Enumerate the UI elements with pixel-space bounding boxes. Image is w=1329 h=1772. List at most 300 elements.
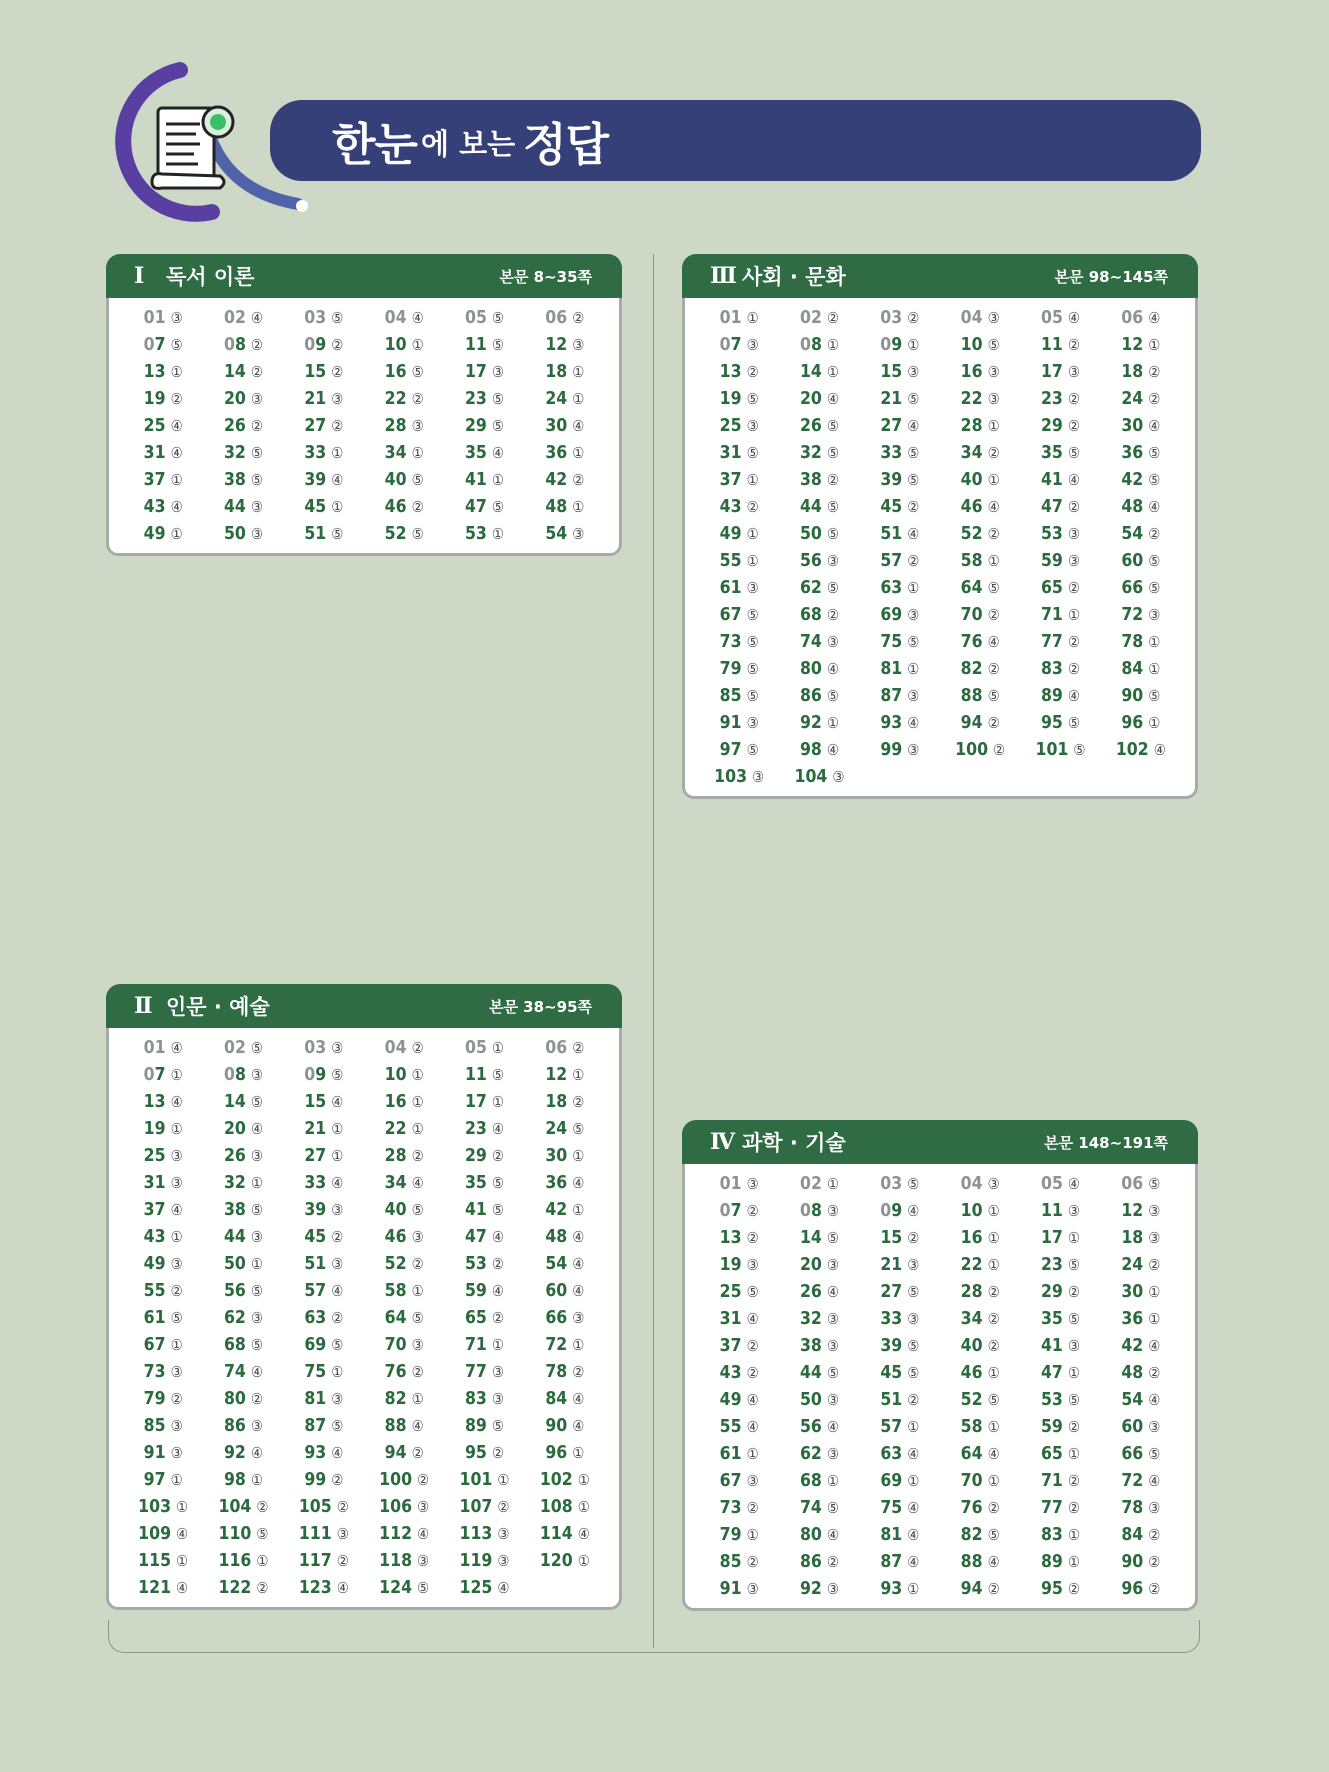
- question-number: 13: [143, 361, 166, 382]
- question-number: 74: [223, 1361, 246, 1382]
- question-number: 01: [719, 307, 742, 328]
- answer-item: [699, 1332, 779, 1359]
- answer-choice: ③: [572, 1308, 585, 1327]
- answer-choice: ⑤: [826, 1228, 839, 1247]
- answer-choice: ①: [170, 1335, 183, 1354]
- answer-item: [940, 1440, 1020, 1467]
- answer-choice: ②: [411, 1038, 424, 1057]
- answer-choice: ②: [746, 1363, 759, 1382]
- answer-item: [779, 520, 859, 547]
- question-number: 35: [464, 1172, 487, 1193]
- question-number: 85: [719, 685, 742, 706]
- answer-item: [444, 331, 524, 358]
- answer-item: [123, 304, 203, 331]
- answer-item: [123, 1412, 203, 1439]
- answer-choice: ⑤: [907, 1336, 920, 1355]
- answer-item: [1020, 1197, 1100, 1224]
- answer-item: [444, 1115, 524, 1142]
- section-humanities-arts: [106, 984, 622, 1610]
- answer-choice: ④: [1148, 416, 1161, 435]
- answer-item: [444, 1574, 524, 1601]
- answer-choice: ④: [170, 416, 183, 435]
- answer-item: [1020, 1440, 1100, 1467]
- answer-item: [860, 412, 940, 439]
- answer-choice: ②: [331, 416, 344, 435]
- answer-choice: ④: [170, 1092, 183, 1111]
- question-number: 72: [545, 1334, 568, 1355]
- question-number: 28: [384, 1145, 407, 1166]
- answer-item: [779, 1494, 859, 1521]
- question-number: 09: [304, 1064, 327, 1085]
- answer-choice: ⑤: [250, 1281, 263, 1300]
- answer-choice: ①: [987, 416, 1000, 435]
- question-number: 35: [1040, 1308, 1063, 1329]
- answer-item: [203, 1223, 283, 1250]
- answer-item: [444, 439, 524, 466]
- question-number: 81: [880, 1524, 903, 1545]
- answer-item: [860, 1521, 940, 1548]
- question-number: 77: [1040, 631, 1063, 652]
- question-number: 47: [1040, 496, 1063, 517]
- answer-item: [525, 1223, 605, 1250]
- question-number: 39: [304, 469, 327, 490]
- question-number: 05: [464, 307, 487, 328]
- question-number: 48: [545, 496, 568, 517]
- answer-item: [860, 1251, 940, 1278]
- answer-choice: ④: [987, 1444, 1000, 1463]
- question-number: 52: [960, 523, 983, 544]
- answer-item: [940, 304, 1020, 331]
- answer-item: [123, 1223, 203, 1250]
- question-number: 37: [719, 1335, 742, 1356]
- question-number: 19: [143, 1118, 166, 1139]
- answer-choice: ③: [987, 1174, 1000, 1193]
- question-number: 40: [384, 469, 407, 490]
- question-number: 112: [379, 1523, 413, 1544]
- answer-item: [699, 1467, 779, 1494]
- question-number: 61: [719, 1443, 742, 1464]
- question-number: 71: [1040, 1470, 1063, 1491]
- answer-choice: ⑤: [1067, 443, 1080, 462]
- answer-item: [284, 385, 364, 412]
- question-number: 81: [304, 1388, 327, 1409]
- answer-item: [123, 1034, 203, 1061]
- answer-item: [444, 1142, 524, 1169]
- answer-item: [1020, 304, 1100, 331]
- question-number: 94: [384, 1442, 407, 1463]
- answer-item: [203, 304, 283, 331]
- answer-choice: ④: [491, 1227, 504, 1246]
- answer-choice: ④: [572, 1254, 585, 1273]
- answer-item: [940, 1224, 1020, 1251]
- answer-choice: ④: [987, 1552, 1000, 1571]
- question-number: 110: [218, 1523, 252, 1544]
- answer-item: [1020, 1251, 1100, 1278]
- answer-item: [203, 1061, 283, 1088]
- question-number: 60: [1121, 550, 1144, 571]
- answer-choice: ⑤: [1067, 1390, 1080, 1409]
- answer-item: [779, 1170, 859, 1197]
- answer-choice: ①: [1067, 1444, 1080, 1463]
- question-number: 45: [304, 496, 327, 517]
- answer-choice: ①: [176, 1551, 189, 1570]
- question-number: 16: [384, 1091, 407, 1112]
- answer-item: [1101, 358, 1181, 385]
- question-number: 123: [298, 1577, 332, 1598]
- question-number: 25: [143, 1145, 166, 1166]
- question-number: 87: [880, 685, 903, 706]
- answer-item: [940, 682, 1020, 709]
- answer-choice: ③: [826, 1444, 839, 1463]
- question-number: 65: [464, 1307, 487, 1328]
- question-number: 60: [545, 1280, 568, 1301]
- answer-item: [444, 1412, 524, 1439]
- answer-item: [779, 412, 859, 439]
- answer-item: [444, 1088, 524, 1115]
- answer-choice: ⑤: [1148, 578, 1161, 597]
- question-number: 26: [223, 415, 246, 436]
- answer-item: [364, 466, 444, 493]
- answer-choice: ③: [250, 1146, 263, 1165]
- answer-choice: ①: [572, 1146, 585, 1165]
- answer-item: [779, 1548, 859, 1575]
- answer-choice: ②: [1067, 578, 1080, 597]
- question-number: 32: [799, 442, 822, 463]
- answer-choice: ④: [826, 659, 839, 678]
- question-number: 63: [880, 1443, 903, 1464]
- answer-choice: ③: [572, 524, 585, 543]
- answer-choice: ⑤: [907, 443, 920, 462]
- answer-choice: ①: [577, 1551, 590, 1570]
- question-number: 39: [880, 469, 903, 490]
- answer-choice: ①: [746, 470, 759, 489]
- answer-item: [123, 331, 203, 358]
- answer-choice: ③: [987, 308, 1000, 327]
- answer-item: [940, 1359, 1020, 1386]
- answer-choice: ①: [411, 1119, 424, 1138]
- answer-choice: ①: [987, 551, 1000, 570]
- answer-choice: ④: [336, 1578, 349, 1597]
- question-number: 16: [960, 361, 983, 382]
- answer-item: [940, 439, 1020, 466]
- answer-item: [364, 1115, 444, 1142]
- question-number: 79: [719, 658, 742, 679]
- question-number: 26: [799, 415, 822, 436]
- answer-item: [860, 1575, 940, 1602]
- question-number: 45: [880, 1362, 903, 1383]
- answer-choice: ②: [826, 308, 840, 327]
- question-number: 77: [464, 1361, 487, 1382]
- answer-item: [779, 1278, 859, 1305]
- answer-item: [940, 601, 1020, 628]
- answer-choice: ②: [987, 1498, 1000, 1517]
- answer-item: [525, 304, 605, 331]
- answer-choice: ①: [907, 578, 920, 597]
- answer-item: [779, 682, 859, 709]
- answer-item: [203, 1439, 283, 1466]
- answer-choice: ③: [746, 1579, 759, 1598]
- question-number: 71: [464, 1334, 487, 1355]
- answer-choice: ①: [987, 1417, 1000, 1436]
- question-number: 116: [218, 1550, 252, 1571]
- answer-item: [364, 1169, 444, 1196]
- answer-choice: ④: [826, 740, 839, 759]
- question-number: 21: [304, 1118, 327, 1139]
- question-number: 40: [960, 1335, 983, 1356]
- question-number: 54: [545, 523, 568, 544]
- answer-choice: ②: [497, 1497, 510, 1516]
- question-number: 22: [384, 1118, 407, 1139]
- question-number: 12: [1121, 334, 1144, 355]
- section-society-culture: [682, 254, 1198, 799]
- answer-item: [940, 1251, 1020, 1278]
- question-number: 51: [304, 523, 327, 544]
- question-number: 103: [714, 766, 748, 787]
- answer-choice: ②: [987, 1309, 1000, 1328]
- answer-item: [779, 655, 859, 682]
- answer-choice: ②: [826, 1552, 839, 1571]
- question-number: 61: [143, 1307, 166, 1328]
- question-number: 02: [799, 307, 822, 328]
- question-number: 83: [464, 1388, 487, 1409]
- answer-choice: ②: [987, 713, 1000, 732]
- answer-choice: ②: [987, 1579, 1000, 1598]
- answer-item: [779, 601, 859, 628]
- question-number: 85: [143, 1415, 166, 1436]
- question-number: 64: [384, 1307, 407, 1328]
- answer-item: [203, 520, 283, 547]
- question-number: 02: [223, 307, 246, 328]
- answer-choice: ③: [491, 1362, 504, 1381]
- question-number: 91: [143, 1442, 166, 1463]
- answer-item: [940, 1278, 1020, 1305]
- question-number: 119: [459, 1550, 493, 1571]
- answer-choice: ①: [826, 713, 839, 732]
- question-number: 03: [880, 1173, 903, 1194]
- answer-item: [1020, 655, 1100, 682]
- answer-choice: ②: [411, 1443, 424, 1462]
- question-number: 08: [799, 334, 822, 355]
- answer-choice: ⑤: [250, 443, 263, 462]
- answer-item: [123, 1547, 203, 1574]
- answer-item: [525, 1439, 605, 1466]
- question-number: 89: [464, 1415, 487, 1436]
- answer-choice: ③: [250, 524, 263, 543]
- answer-item: [779, 1413, 859, 1440]
- answer-item: [444, 304, 524, 331]
- answer-item: [860, 358, 940, 385]
- answer-choice: ④: [1067, 470, 1080, 489]
- answer-item: [699, 1170, 779, 1197]
- question-number: 68: [799, 604, 822, 625]
- answer-item: [1101, 1278, 1181, 1305]
- answer-choice: ②: [256, 1497, 269, 1516]
- question-number: 108: [539, 1496, 573, 1517]
- question-number: 92: [223, 1442, 246, 1463]
- answer-choice: ③: [1067, 524, 1080, 543]
- answer-choice: ③: [746, 713, 759, 732]
- answer-choice: ④: [1067, 686, 1080, 705]
- bottom-frame-left: [108, 1620, 655, 1653]
- question-number: 35: [464, 442, 487, 463]
- question-number: 38: [799, 1335, 822, 1356]
- question-number: 38: [799, 469, 822, 490]
- answer-choice: ②: [336, 1497, 349, 1516]
- question-number: 46: [384, 496, 407, 517]
- question-number: 51: [880, 1389, 903, 1410]
- answer-item: [779, 1197, 859, 1224]
- section-number: Ⅲ: [710, 263, 737, 289]
- answer-item: [284, 358, 364, 385]
- answer-item: [364, 358, 444, 385]
- answer-item: [364, 1223, 444, 1250]
- answer-item: [364, 1061, 444, 1088]
- question-number: 42: [545, 469, 568, 490]
- answer-choice: ⑤: [491, 335, 504, 354]
- answer-item: [860, 1413, 940, 1440]
- answer-choice: ②: [1148, 1525, 1161, 1544]
- answer-item: [940, 1494, 1020, 1521]
- answer-choice: ⑤: [411, 1308, 424, 1327]
- answer-choice: ④: [826, 1417, 839, 1436]
- question-number: 30: [545, 1145, 568, 1166]
- answer-item: [364, 304, 444, 331]
- answer-item: [699, 1548, 779, 1575]
- question-number: 08: [223, 1064, 246, 1085]
- answer-choice: ④: [1148, 497, 1161, 516]
- question-number: 74: [799, 631, 822, 652]
- answer-item: [699, 682, 779, 709]
- question-number: 26: [799, 1281, 822, 1302]
- question-number: 11: [464, 1064, 487, 1085]
- answer-choice: ②: [987, 605, 1000, 624]
- answer-choice: ②: [336, 1551, 349, 1570]
- answer-choice: ④: [331, 1173, 344, 1192]
- answer-item: [123, 1277, 203, 1304]
- question-number: 64: [960, 1443, 983, 1464]
- answer-item: [444, 1493, 524, 1520]
- answer-item: [699, 331, 779, 358]
- answer-item: [1020, 736, 1100, 763]
- question-number: 37: [143, 469, 166, 490]
- answer-choice: ⑤: [987, 1525, 1000, 1544]
- question-number: 78: [1121, 1497, 1144, 1518]
- question-number: 73: [143, 1361, 166, 1382]
- answer-item: [1101, 547, 1181, 574]
- question-number: 10: [384, 1064, 407, 1085]
- question-number: 59: [1040, 550, 1063, 571]
- question-number: 56: [223, 1280, 246, 1301]
- answer-choice: ②: [993, 740, 1006, 759]
- answer-item: [1101, 1386, 1181, 1413]
- question-number: 87: [880, 1551, 903, 1572]
- answer-item: [203, 412, 283, 439]
- answer-choice: ③: [907, 1309, 920, 1328]
- answer-item: [940, 574, 1020, 601]
- question-number: 16: [384, 361, 407, 382]
- answer-item: [284, 1574, 364, 1601]
- question-number: 81: [880, 658, 903, 679]
- section-title: 인문 · 예술: [166, 995, 270, 1019]
- answer-choice: ①: [1148, 713, 1161, 732]
- answer-choice: ②: [417, 1470, 430, 1489]
- question-number: 46: [960, 1362, 983, 1383]
- question-number: 22: [960, 388, 983, 409]
- answer-choice: ④: [411, 308, 424, 327]
- question-number: 06: [1121, 1173, 1144, 1194]
- question-number: 29: [1040, 1281, 1063, 1302]
- answer-item: [123, 1115, 203, 1142]
- question-number: 117: [298, 1550, 332, 1571]
- answer-choice: ①: [331, 443, 344, 462]
- answer-choice: ①: [746, 1444, 759, 1463]
- answer-choice: ⑤: [491, 1173, 504, 1192]
- answer-item: [364, 1034, 444, 1061]
- question-number: 77: [1040, 1497, 1063, 1518]
- answer-choice: ②: [987, 1282, 1000, 1301]
- question-number: 49: [143, 523, 166, 544]
- answer-item: [364, 1277, 444, 1304]
- answer-choice: ⑤: [907, 1282, 920, 1301]
- title-part-3: 정답: [523, 118, 609, 171]
- answer-choice: ①: [572, 1065, 585, 1084]
- answer-item: [444, 1520, 524, 1547]
- question-number: 99: [880, 739, 903, 760]
- answer-choice: ④: [907, 1498, 920, 1517]
- answer-choice: ③: [1067, 1201, 1080, 1220]
- answer-item: [444, 1385, 524, 1412]
- question-number: 11: [1040, 334, 1063, 355]
- answer-item: [699, 547, 779, 574]
- answer-choice: ③: [336, 1524, 349, 1543]
- answer-item: [699, 628, 779, 655]
- question-number: 39: [880, 1335, 903, 1356]
- answer-item: [860, 1548, 940, 1575]
- question-number: 49: [143, 1253, 166, 1274]
- answer-choice: ①: [170, 1227, 183, 1246]
- question-number: 91: [719, 1578, 742, 1599]
- answer-choice: ①: [176, 1497, 189, 1516]
- answer-item: [1101, 1440, 1181, 1467]
- question-number: 109: [138, 1523, 172, 1544]
- question-number: 15: [880, 361, 903, 382]
- answer-choice: ⑤: [987, 686, 1000, 705]
- question-number: 42: [1121, 469, 1144, 490]
- answer-item: [123, 1061, 203, 1088]
- question-number: 53: [1040, 523, 1063, 544]
- question-number: 111: [298, 1523, 332, 1544]
- answer-choice: ④: [170, 443, 183, 462]
- question-number: 43: [143, 496, 166, 517]
- answer-table: [682, 296, 1198, 799]
- answer-choice: ②: [1067, 632, 1080, 651]
- answer-item: [860, 682, 940, 709]
- question-number: 27: [880, 415, 903, 436]
- answer-item: [525, 331, 605, 358]
- answer-choice: ①: [411, 1065, 424, 1084]
- answer-choice: ③: [331, 389, 344, 408]
- answer-choice: ②: [1148, 524, 1161, 543]
- answer-item: [699, 520, 779, 547]
- answer-choice: ①: [1067, 1363, 1080, 1382]
- answer-choice: ⑤: [411, 470, 424, 489]
- answer-item: [699, 655, 779, 682]
- answer-choice: ③: [907, 686, 920, 705]
- question-number: 82: [960, 658, 983, 679]
- answer-item: [1020, 1521, 1100, 1548]
- answer-choice: ⑤: [250, 1038, 264, 1057]
- answer-choice: ①: [1148, 1282, 1161, 1301]
